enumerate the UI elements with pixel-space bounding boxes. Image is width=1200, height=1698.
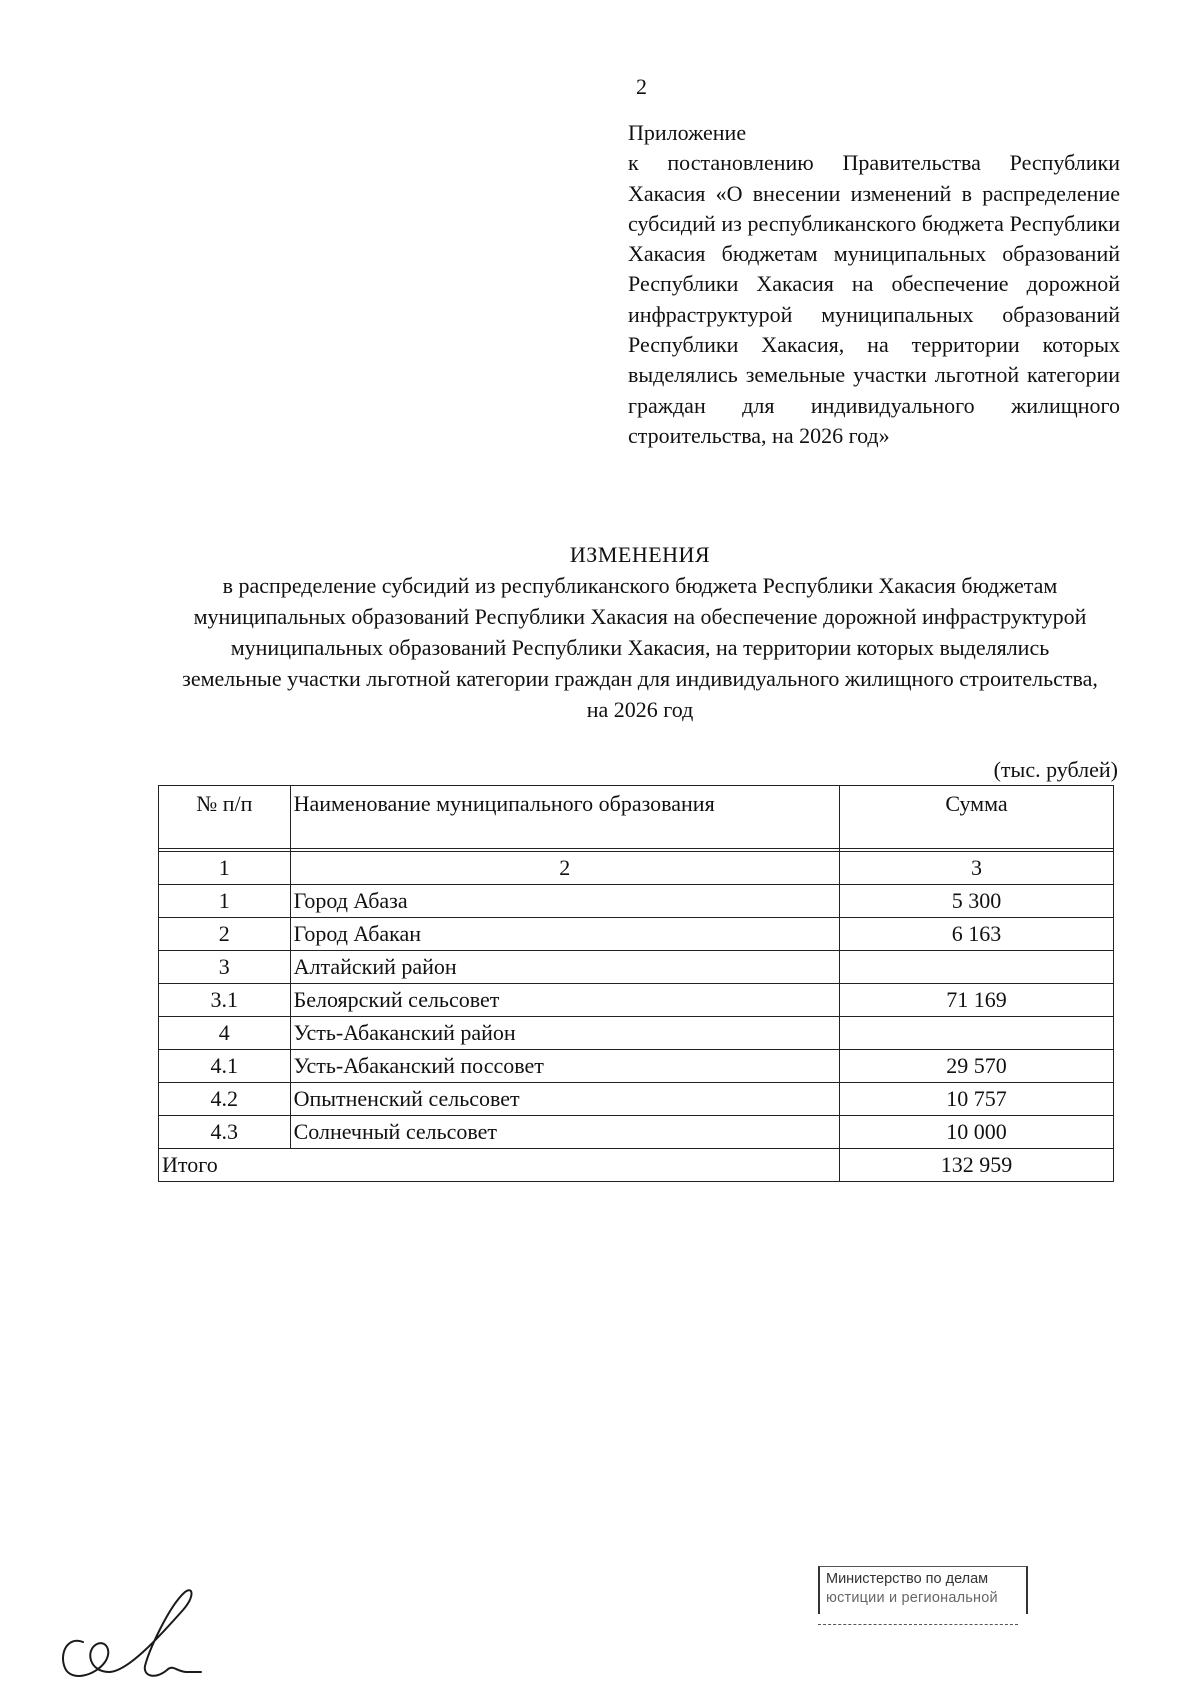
table-row: [159, 1083, 1114, 1116]
row-sum: 71 169: [839, 984, 1113, 1017]
total-sum: 132 959: [839, 1149, 1113, 1182]
header-number: № п/п: [159, 786, 291, 849]
row-number: 2: [159, 918, 291, 951]
column-number-3: 3: [839, 852, 1113, 885]
row-name: Город Абакан: [290, 918, 839, 951]
column-number-2: 2: [290, 852, 839, 885]
column-number-1: 1: [159, 852, 291, 885]
stamp-line-2: юстиции и региональной: [826, 1590, 998, 1606]
table-row: [159, 1017, 1114, 1050]
table-header-row: [159, 786, 1114, 849]
subsidy-table: [158, 785, 1114, 1182]
row-number: 4.3: [159, 1116, 291, 1149]
registration-stamp: [818, 1566, 1028, 1636]
total-row: [159, 1149, 1114, 1182]
stamp-bottom-line: [818, 1624, 1018, 1625]
stamp-box: [818, 1566, 1028, 1614]
row-name: Солнечный сельсовет: [290, 1116, 839, 1149]
row-number: 3: [159, 951, 291, 984]
table-row: [159, 1050, 1114, 1083]
table-row: [159, 885, 1114, 918]
row-name: Белоярский сельсовет: [290, 984, 839, 1017]
table-row: [159, 918, 1114, 951]
row-number: 3.1: [159, 984, 291, 1017]
appendix-text: к постановлению Правительства Республики Хакасия «О внесении изменений в распределение субсидий из республиканского бюджета Республики Хакасия бюджетам муниципальных образований Республики Хакасия на обеспечение дорожной инфраструктурой муниципальных образований Республики Хакасия, на территории которых выделялись земельные участки льготной категории граждан для индивидуального жилищного строительства, на 2026 год»: [628, 150, 1120, 448]
row-name: Усть-Абаканский поссовет: [290, 1050, 839, 1083]
row-sum: 10 000: [839, 1116, 1113, 1149]
row-sum: 5 300: [839, 885, 1113, 918]
row-name: Усть-Абаканский район: [290, 1017, 839, 1050]
row-number: 4.1: [159, 1050, 291, 1083]
signature: [55, 1580, 215, 1690]
document-subtitle: в распределение субсидий из республиканского бюджета Республики Хакасия бюджетам муниципальных образований Республики Хакасия на обеспечение дорожной инфраструктурой муниципальных образований Республики Хакасия, на территории которых выделялись земельные участки льготной категории граждан для индивидуального жилищного строительства, на 2026 год: [182, 573, 1098, 722]
row-sum: [839, 951, 1113, 984]
document-heading: [150, 540, 1130, 725]
document-title: ИЗМЕНЕНИЯ: [569, 542, 711, 567]
row-number: 4: [159, 1017, 291, 1050]
header-sum: Сумма: [839, 786, 1113, 849]
row-name: Опытненский сельсовет: [290, 1083, 839, 1116]
row-name: Город Абаза: [290, 885, 839, 918]
header-name: Наименование муниципального образования: [290, 786, 839, 849]
row-sum: [839, 1017, 1113, 1050]
appendix-block: [628, 118, 1120, 451]
table-row: [159, 984, 1114, 1017]
total-label: Итого: [159, 1149, 840, 1182]
row-sum: 10 757: [839, 1083, 1113, 1116]
units-label: (тыс. рублей): [993, 757, 1118, 782]
stamp-line-1: Министерство по делам: [826, 1571, 989, 1587]
row-name: Алтайский район: [290, 951, 839, 984]
table-row: [159, 1116, 1114, 1149]
appendix-label: Приложение: [628, 120, 747, 145]
row-number: 1: [159, 885, 291, 918]
table-row: [159, 951, 1114, 984]
page-number: 2: [636, 74, 647, 99]
row-sum: 29 570: [839, 1050, 1113, 1083]
row-sum: 6 163: [839, 918, 1113, 951]
row-number: 4.2: [159, 1083, 291, 1116]
column-numbers-row: [159, 852, 1114, 885]
